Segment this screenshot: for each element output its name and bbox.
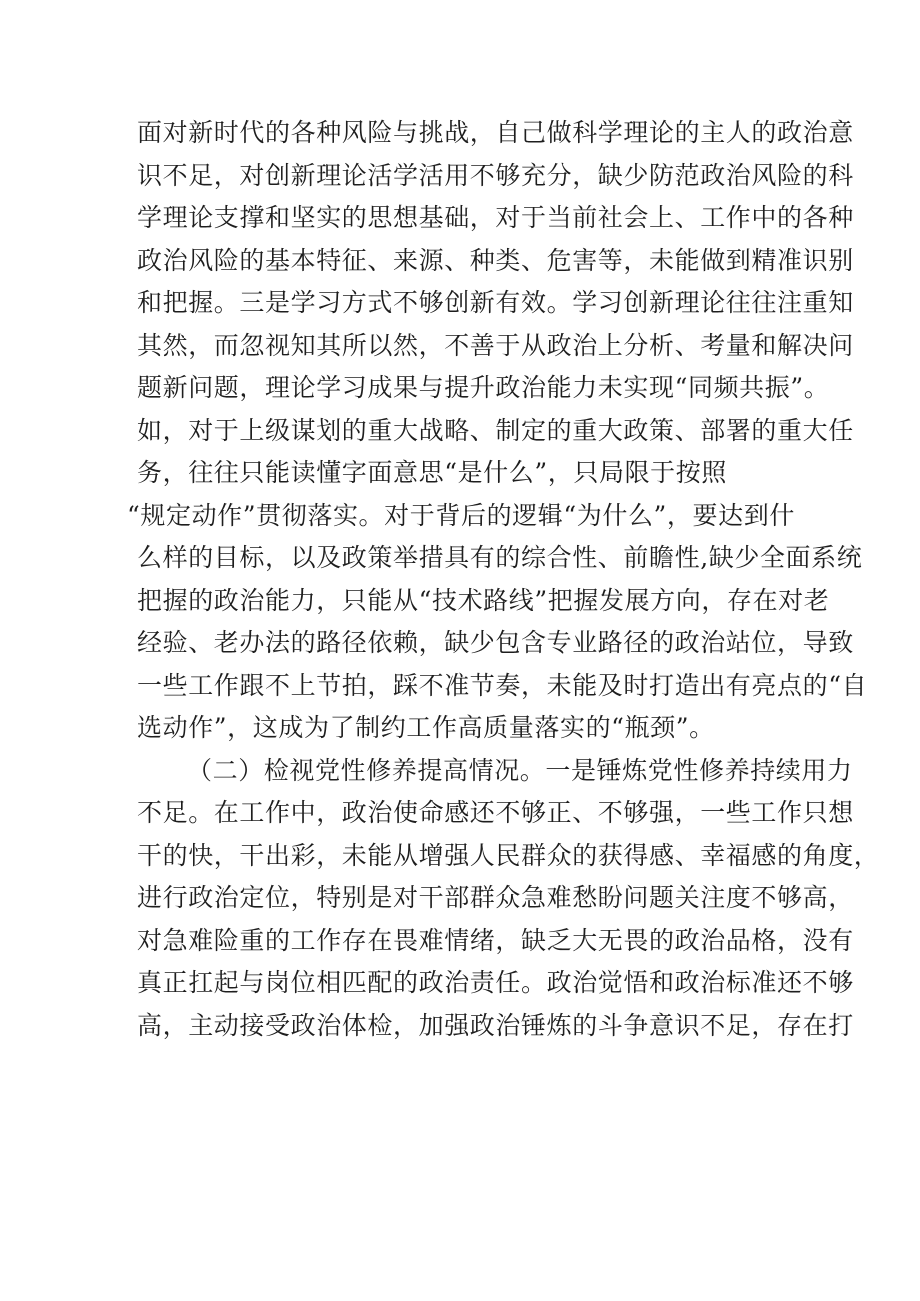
text-line: 选动作”，这成为了制约工作高质量落实的“瓶颈”。 [137,713,715,742]
text-line: 题新问题，理论学习成果与提升政治能力未实现“同频共振”。 [137,373,830,402]
text-line: 不足。在工作中，政治使命感还不够正、不够强，一些工作只想 [137,798,854,827]
text-line: 学理论支撑和坚实的思想基础，对于当前社会上、工作中的各种 [137,203,854,232]
text-line: 一些工作跟不上节拍，踩不准节奏，未能及时打造出有亮点的“自 [137,670,868,700]
text-line: 高，主动接受政治体检，加强政治锤炼的斗争意识不足，存在打 [137,1010,854,1040]
text-line: 务，往往只能读懂字面意思“是什么”，只局限于按照 [137,458,727,487]
text-line: 对急难险重的工作存在畏难情绪，缺乏大无畏的政治品格，没有 [137,925,854,955]
text-line: 和把握。三是学习方式不够创新有效。学习创新理论往往注重知 [137,288,854,317]
text-line: 进行政治定位，特别是对干部群众急难愁盼问题关注度不够高， [137,883,854,912]
section-heading-line: （二）检视党性修养提高情况。一是锤炼党性修养持续用力 [187,755,853,785]
text-line: 么样的目标，以及政策举措具有的综合性、前瞻性,缺少全面系统 [137,543,863,572]
body-text [127,112,880,1047]
text-line: 经验、老办法的路径依赖，缺少包含专业路径的政治站位，导致 [137,628,854,657]
text-line: 识不足，对创新理论活学活用不够充分，缺少防范政治风险的科 [137,160,854,190]
text-line: 把握的政治能力，只能从“技术路线”把握发展方向，存在对老 [137,585,830,615]
text-line: 其然，而忽视知其所以然，不善于从政治上分析、考量和解决问 [137,330,854,360]
text-line: 真正扛起与岗位相匹配的政治责任。政治觉悟和政治标准还不够 [137,968,854,997]
text-line: 干的快，干出彩，未能从增强人民群众的获得感、幸福感的角度， [137,840,880,870]
text-line: 政治风险的基本特征、来源、种类、危害等，未能做到精准识别 [137,245,854,275]
text-line: “规定动作”贯彻落实。对于背后的逻辑“为什么”，要达到什 [127,500,795,530]
text-line: 面对新时代的各种风险与挑战，自己做科学理论的主人的政治意 [137,118,854,147]
text-line: 如，对于上级谋划的重大战略、制定的重大政策、部署的重大任 [137,415,854,445]
